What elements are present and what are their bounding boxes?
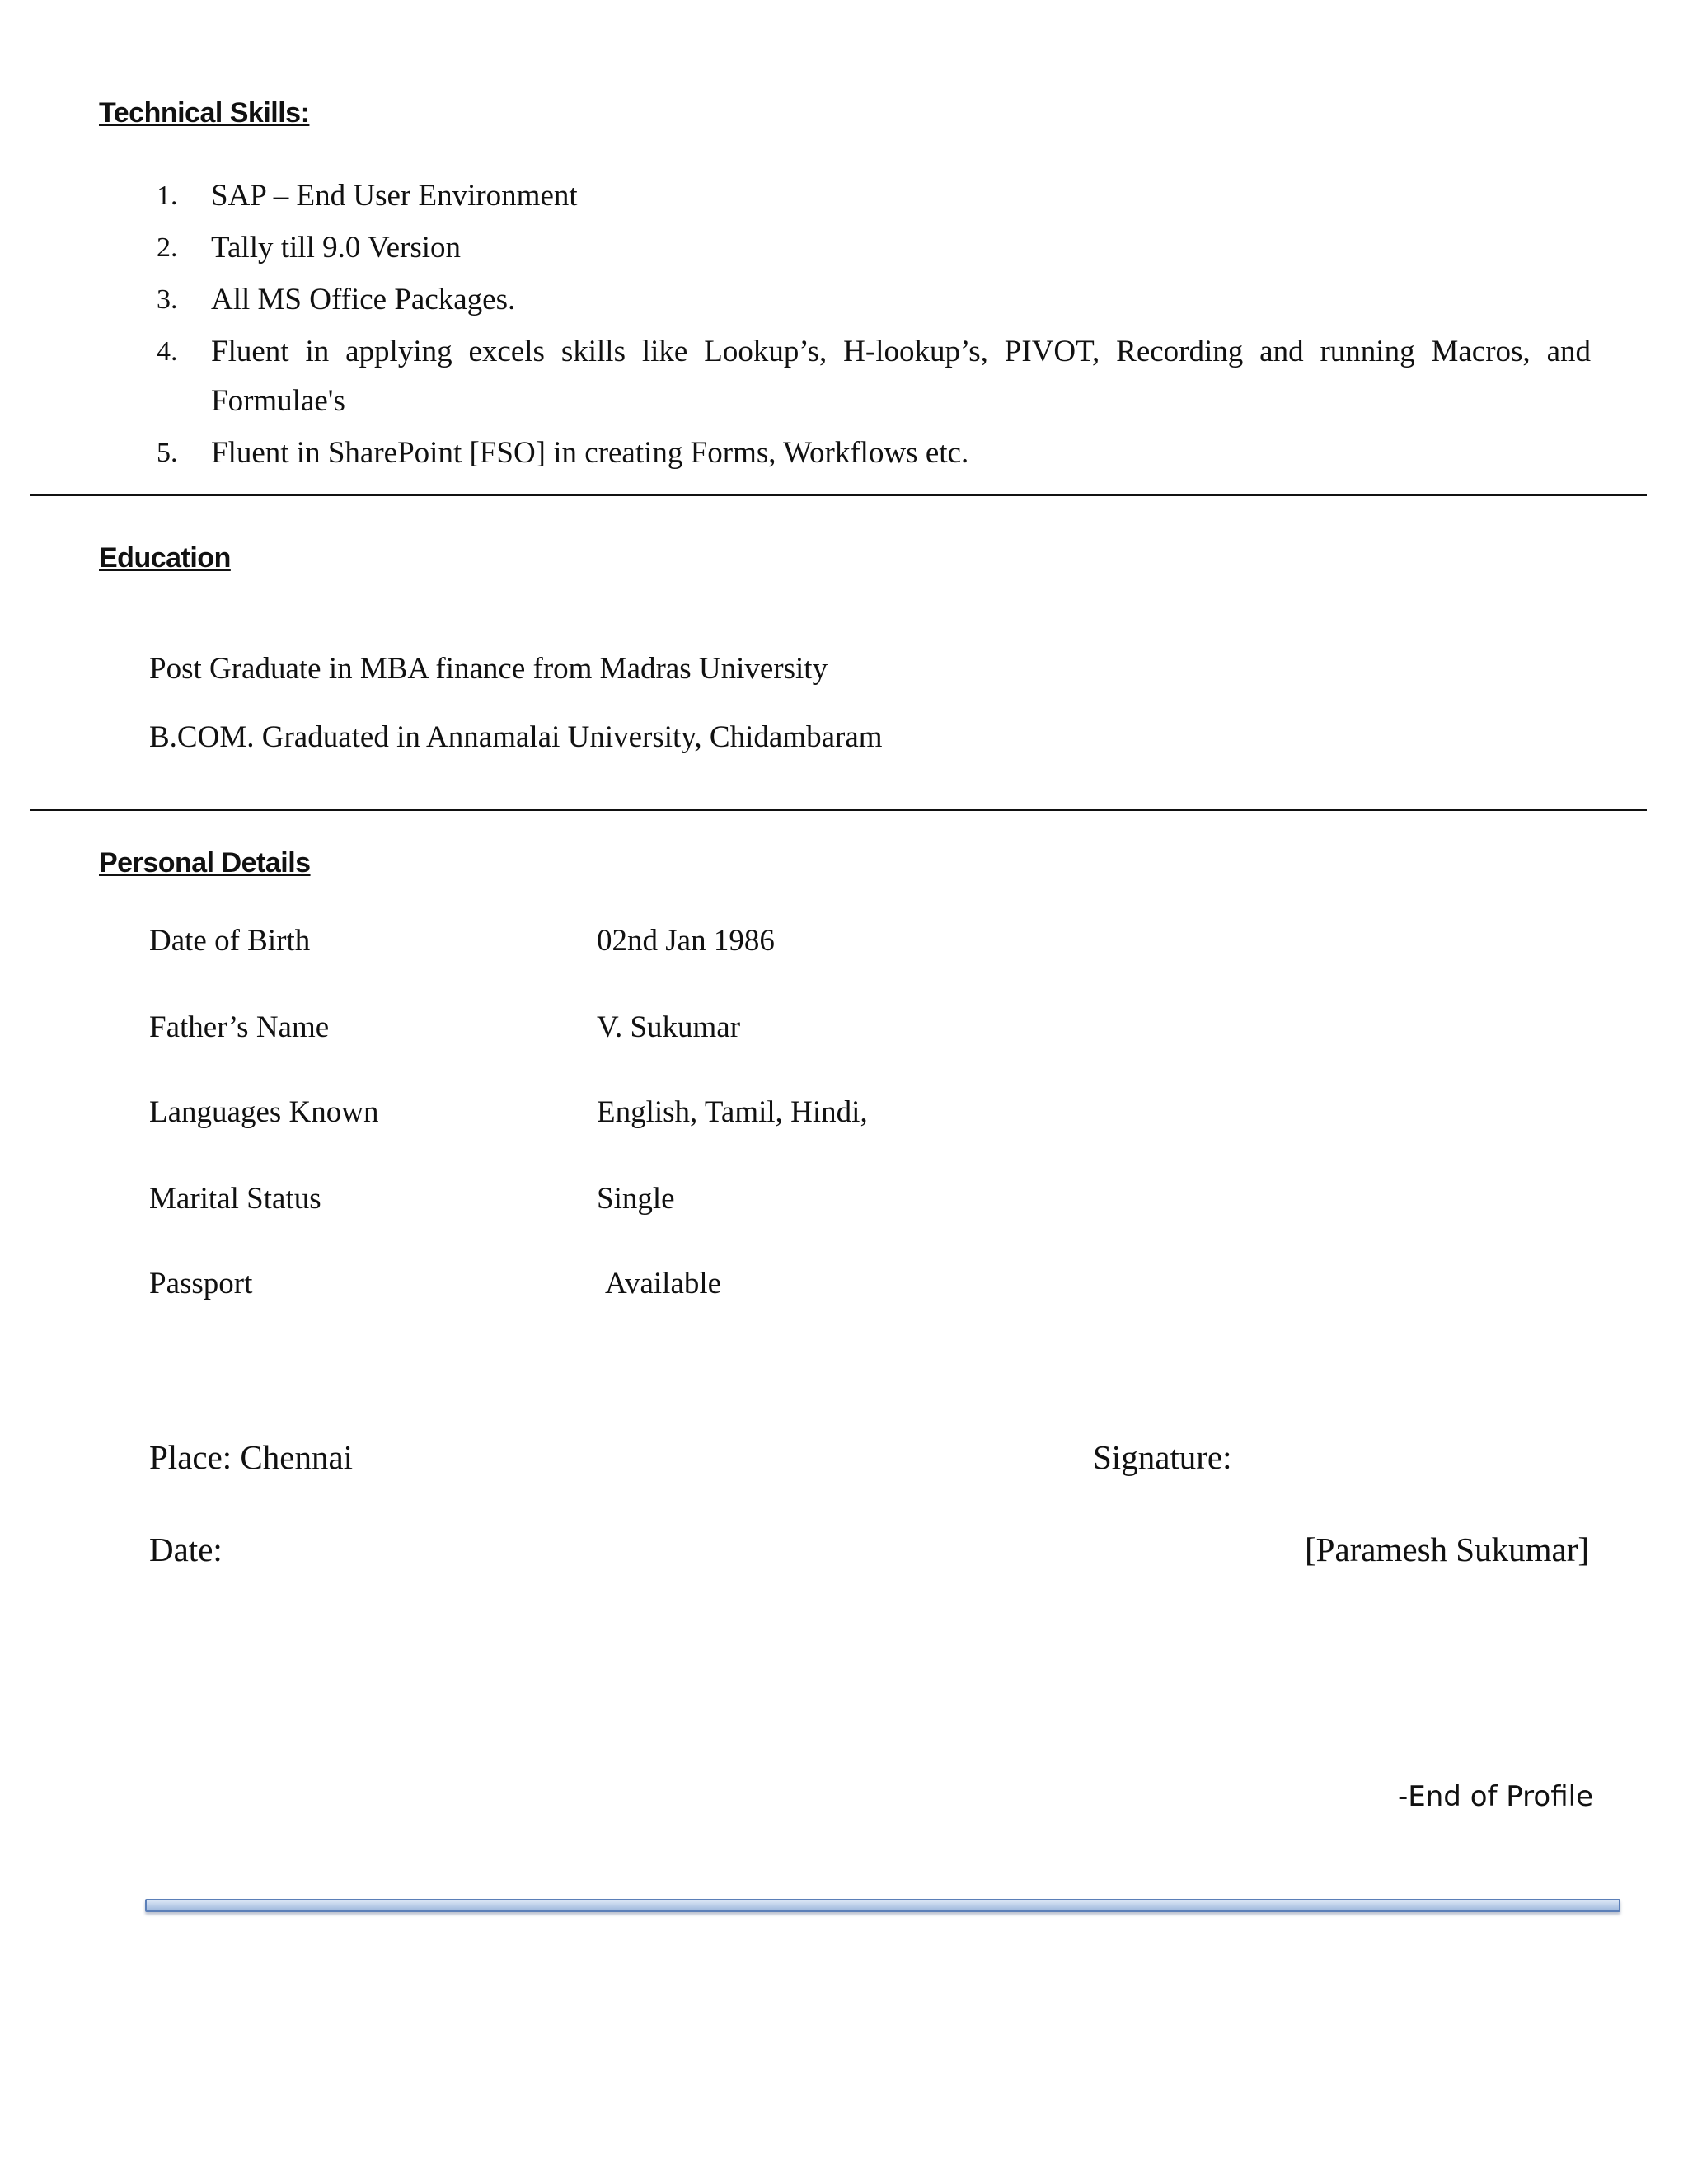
skill-text: Tally till 9.0 Version xyxy=(211,231,461,265)
detail-label-marital-status: Marital Status xyxy=(149,1182,321,1216)
skill-item xyxy=(157,223,1591,273)
detail-value-date-of-birth: 02nd Jan 1986 xyxy=(597,924,775,958)
signatory-name: [Paramesh Sukumar] xyxy=(1305,1530,1589,1568)
skill-number: 4. xyxy=(157,336,178,367)
detail-value-languages: English, Tamil, Hindi, xyxy=(597,1095,868,1129)
detail-label-passport: Passport xyxy=(149,1267,253,1301)
skill-item xyxy=(157,429,1591,478)
detail-value-passport: Available xyxy=(605,1267,722,1301)
skill-text: Fluent in applying excels skills like Lookup’s, H-lookup’s, PIVOT, Recording and running Macros, and Formulae's xyxy=(211,335,1591,418)
detail-value-fathers-name: V. Sukumar xyxy=(597,1010,741,1044)
detail-label-fathers-name: Father’s Name xyxy=(149,1010,330,1044)
place-text: Place: Chennai xyxy=(149,1438,354,1476)
skill-number: 2. xyxy=(157,232,178,263)
date-label: Date: xyxy=(149,1530,223,1568)
skill-item xyxy=(157,327,1591,426)
skill-number: 5. xyxy=(157,438,178,468)
skill-number: 1. xyxy=(157,180,178,211)
signature-label: Signature: xyxy=(1093,1438,1232,1476)
detail-label-date-of-birth: Date of Birth xyxy=(149,924,311,958)
skill-text: All MS Office Packages. xyxy=(211,283,516,316)
personal-details-heading: Personal Details xyxy=(99,847,311,879)
skill-number: 3. xyxy=(157,284,178,315)
education-heading: Education xyxy=(99,542,231,574)
technical-skills-heading: Technical Skills: xyxy=(99,97,310,129)
skill-text: SAP – End User Environment xyxy=(211,179,578,213)
education-line: B.COM. Graduated in Annamalai University, Chidambaram xyxy=(149,720,883,754)
skill-item xyxy=(157,275,1591,325)
technical-skills-list xyxy=(157,171,1591,480)
end-of-profile-note: -End of Profile xyxy=(1398,1780,1593,1813)
detail-value-marital-status: Single xyxy=(597,1182,675,1216)
skill-item xyxy=(157,171,1591,221)
detail-label-languages: Languages Known xyxy=(149,1095,379,1129)
section-divider xyxy=(30,809,1647,811)
education-line: Post Graduate in MBA finance from Madras University xyxy=(149,652,828,686)
section-divider xyxy=(30,494,1647,496)
footer-bar xyxy=(145,1899,1620,1912)
skill-text: Fluent in SharePoint [FSO] in creating Forms, Workflows etc. xyxy=(211,436,969,470)
